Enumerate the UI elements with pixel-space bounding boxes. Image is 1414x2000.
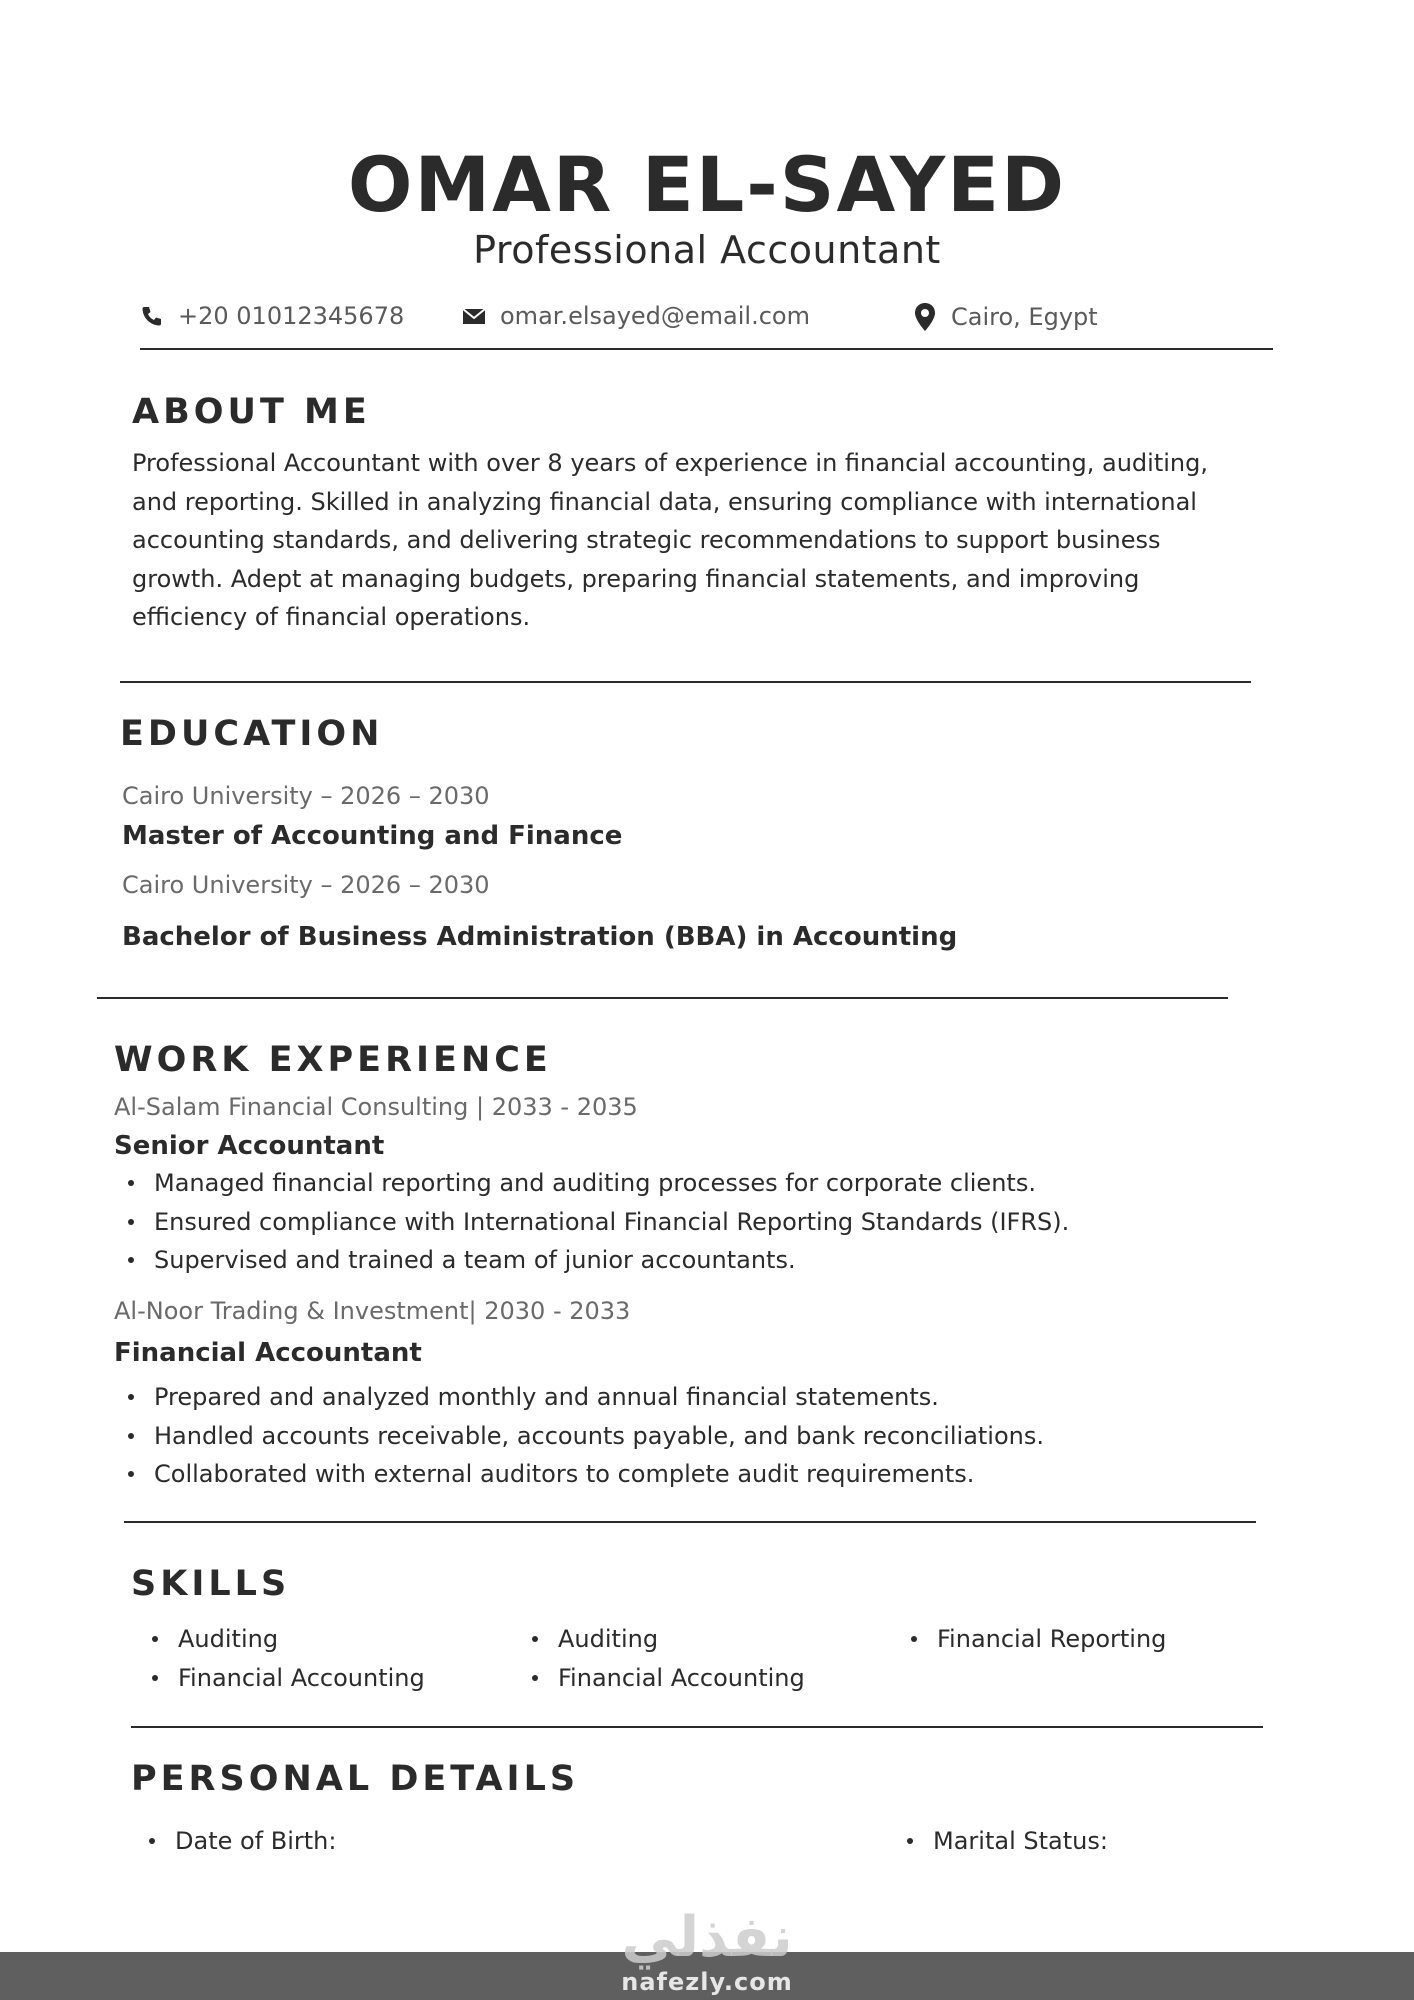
personal-dob — [135, 1822, 336, 1861]
job-duties — [114, 1378, 1044, 1494]
skill-item: Auditing — [138, 1620, 425, 1659]
about-line: accounting standards, and delivering strategic recommendations to support business — [132, 526, 1161, 554]
about-line: and reporting. Skilled in analyzing financial data, ensuring compliance with international — [132, 487, 1197, 516]
skill-item: Financial Accounting — [138, 1659, 425, 1698]
about-line: growth. Adept at managing budgets, preparing financial statements, and improving — [132, 564, 1140, 593]
personal-heading: PERSONAL DETAILS — [131, 1759, 580, 1799]
email-text: omar.elsayed@email.com — [500, 302, 810, 330]
list-item: Supervised and trained a team of junior accountants. — [114, 1241, 1069, 1280]
resume-name: OMAR EL-SAYED — [347, 140, 1067, 229]
personal-marital — [893, 1822, 1108, 1861]
education-degree: Bachelor of Business Administration (BBA) in Accounting — [122, 922, 958, 952]
experience-heading: WORK EXPERIENCE — [114, 1040, 552, 1080]
divider — [120, 681, 1251, 683]
skill-item: Financial Accounting — [518, 1659, 805, 1698]
skills-heading: SKILLS — [131, 1564, 291, 1604]
phone-icon — [140, 304, 164, 328]
watermark-url: nafezly.com — [621, 1968, 793, 1996]
job-role: Financial Accountant — [114, 1338, 422, 1368]
contact-location — [913, 302, 1098, 332]
watermark-logo: نفذلي — [621, 1905, 793, 1970]
about-heading: ABOUT ME — [132, 392, 371, 432]
education-school: Cairo University – 2026 – 2030 — [122, 782, 490, 810]
skills-column — [518, 1620, 805, 1697]
divider — [97, 997, 1228, 999]
skills-column — [897, 1620, 1166, 1659]
job-duties — [114, 1164, 1069, 1280]
education-degree: Master of Accounting and Finance — [122, 821, 623, 851]
about-line: efficiency of financial operations. — [132, 603, 531, 631]
job-company: Al-Noor Trading & Investment| 2030 - 2033 — [114, 1297, 631, 1325]
location-text: Cairo, Egypt — [951, 303, 1098, 331]
education-heading: EDUCATION — [120, 714, 384, 754]
location-pin-icon — [913, 302, 937, 332]
divider — [140, 348, 1273, 350]
list-item: Handled accounts receivable, accounts payable, and bank reconciliations. — [114, 1417, 1044, 1456]
contact-email — [462, 302, 810, 330]
skill-item: Auditing — [518, 1620, 805, 1659]
divider — [131, 1726, 1263, 1728]
job-company: Al-Salam Financial Consulting | 2033 - 2035 — [114, 1093, 638, 1121]
job-role: Senior Accountant — [114, 1131, 385, 1161]
marital-label: Marital Status: — [893, 1822, 1108, 1861]
list-item: Ensured compliance with International Financial Reporting Standards (IFRS). — [114, 1203, 1069, 1242]
dob-label: Date of Birth: — [135, 1822, 336, 1861]
about-line: Professional Accountant with over 8 years of experience in financial accounting, auditing, — [132, 449, 1208, 477]
divider — [124, 1521, 1256, 1523]
skills-column — [138, 1620, 425, 1697]
contact-phone — [140, 302, 404, 330]
list-item: Managed financial reporting and auditing processes for corporate clients. — [114, 1164, 1069, 1203]
skill-item: Financial Reporting — [897, 1620, 1166, 1659]
list-item: Prepared and analyzed monthly and annual financial statements. — [114, 1378, 1044, 1417]
phone-text: +20 01012345678 — [178, 302, 405, 330]
resume-title: Professional Accountant — [473, 228, 941, 272]
about-paragraph — [132, 444, 1282, 637]
mail-icon — [462, 306, 486, 326]
education-school: Cairo University – 2026 – 2030 — [122, 871, 490, 899]
list-item: Collaborated with external auditors to complete audit requirements. — [114, 1455, 1044, 1494]
